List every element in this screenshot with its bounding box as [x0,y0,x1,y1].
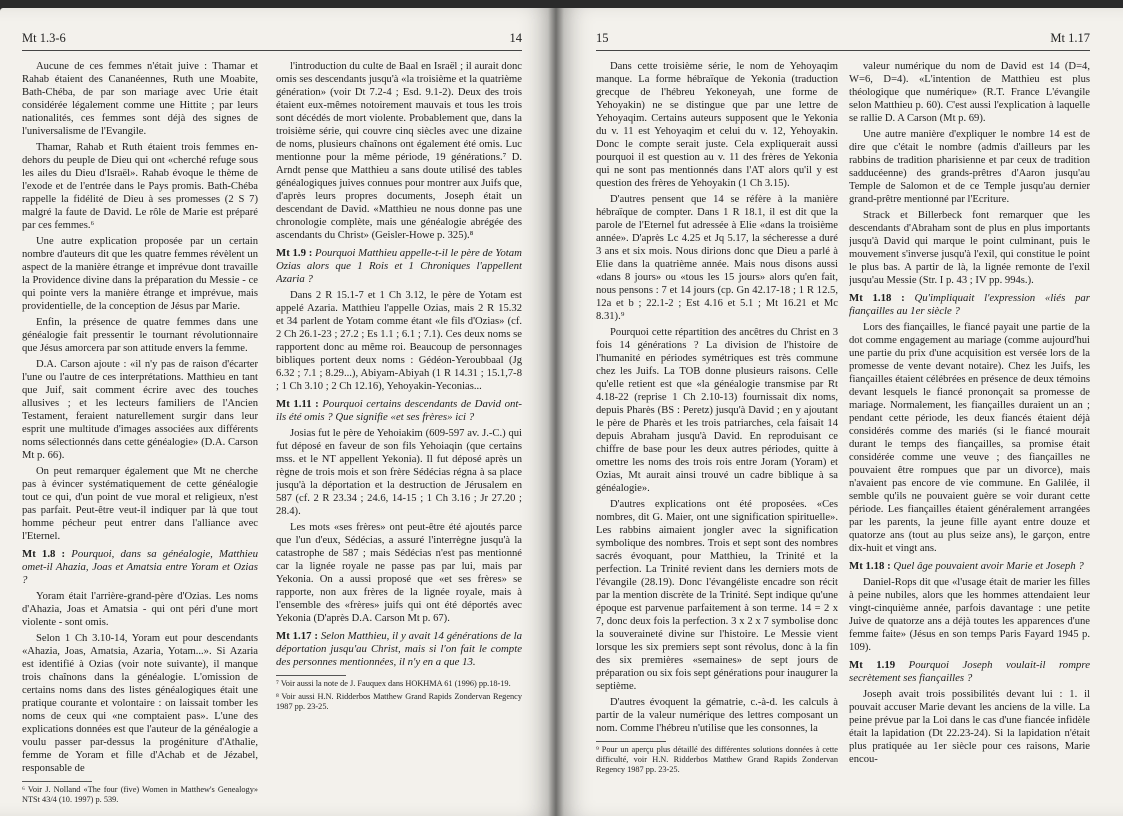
question-heading [276,247,522,286]
paragraph: D.A. Carson ajoute : «il n'y pas de raison d'écarter l'une ou l'autre de ces interprétations. Matthieu en tant que Juif, sait comment écrire avec des touches allusives ; et les lecteurs familiers de l'Ancien Testament, feraient naturellement surgir dans leur esprit une multitude d'images associées aux différents noms sélectionnés dans cette généalogie» (D.A. Carson Mt p. 66). [22,359,258,461]
question-text: Pourquoi certains descendants de David ont-ils été omis ? Que signifie «et ses frères» ici ? [276,398,522,423]
footnote-rule [276,675,346,676]
right-page-number: 15 [596,31,609,45]
paragraph: Joseph avait trois possibilités devant lui : 1. il pouvait accuser Marie devant les anciens de la ville. La peine prévue par la Loi dans le cas d'une fiancée infidèle était la lapidation (Dt 22.23-24). Si la lapidation n'était plus pratiquée au 1er siècle pour ces raisons, Marie encou- [849,689,1090,765]
verse-ref: Mt 1.18 : [849,560,891,572]
question-heading [849,292,1090,318]
left-head-rule [22,50,522,51]
question-heading [849,659,1090,685]
question-heading [276,398,522,424]
paragraph: D'autres évoquent la gématrie, c.-à-d. les calculs à partir de la valeur numérique des lettres composant un nom. Comme l'hébreu n'utilise que les consonnes, la [596,697,838,734]
question-text: Pourquoi Joseph voulait-il rompre secrètement ses fiançailles ? [849,659,1090,684]
verse-ref: Mt 1.11 : [276,398,319,410]
paragraph: Dans cette troisième série, le nom de Yehoyaqim manque. La forme hébraïque de Yekonia (traduction grecque de l'hébreu Yekoneyah, une forme de Yehoyakin) ne se distingue que par une lettre de Yehoyaqim. Certains auteurs supposent que le Yekonia du v. 11 est Yehoyaqim et celui du v. 12, Yehoyakin. Donc le compte serait juste. Cela expliquerait aussi pourquoi il est question au v. 11 des frères de Yekonia qui ne sont pas mentionnés dans l'AT alors qu'il y est question des frères de Yehoyakin (1 Ch 3.15). [596,61,838,189]
footnote-rule [596,741,666,742]
question-text: Pourquoi, dans sa généalogie, Matthieu omet-il Ahazia, Joas et Amatsia entre Yoram et Ozias ? [22,548,258,586]
verse-ref: Mt 1.8 : [22,548,66,560]
column-3 [596,60,838,810]
footnote: ⁸ Voir aussi H.N. Ridderbos Matthew Grand Rapids Zondervan Regency 1987 pp. 23-25. [276,692,522,711]
paragraph: Yoram était l'arrière-grand-père d'Ozias. Les noms d'Ahazia, Joas et Amatsia - qui ont péri d'une mort violente - sont omis. [22,591,258,628]
paragraph: Pourquoi cette répartition des ancêtres du Christ en 3 fois 14 générations ? La division de l'histoire de l'humanité en périodes symétriques est très commune chez les Juifs. La TOB donne plusieurs raisons. Celle qu'elle retient est que «la généalogie transmise par Rt 4.18-22 (reprise 1 Ch 2.10-13) fournissait dix noms, depuis Pharès (BS : Peretz) jusqu'à David ; en y ajoutant le père de Pharès et les trois patriarches, cela faisait 14 depuis Abraham jusqu'à David. En reproduisant ce chiffre de base pour les deux autres périodes, quitte à omettre les noms des trois rois entre Joram (Yoram) et Ozias, Mt aurait ainsi trouvé un cadre biblique à sa généalogie». [596,327,838,494]
column-4 [849,60,1090,810]
paragraph: Enfin, la présence de quatre femmes dans une généalogie fait pressentir le tournant révolutionnaire que Jésus amorcera par son attitude envers la femme. [22,317,258,354]
verse-ref: Mt 1.19 [849,659,896,671]
paragraph: Strack et Billerbeck font remarquer que les descendants d'Abraham sont de plus en plus importants jusqu'à David qui marque le point culminant, puis le mouvement s'inverse jusqu'à l'exil, qui constitue le point le plus bas. A partir de là, la lignée remonte de l'exil jusqu'au Messie (Str. I p. 43 ; IV pp. 994s.). [849,210,1090,286]
paragraph: Lors des fiançailles, le fiancé payait une partie de la dot comme engagement au mariage (comme aujourd'hui une partie du prix d'une acquisition est versée lors de la promesse de vente devant notaire). Chez les Juifs, les fiançailles étaient célébrées en présence de deux témoins devant lesquels le fiancé prononçait sa promesse de mariage. Normalement, les fiançailles duraient un an ; pendant cette période, les deux fiancés étaient déjà considérés comme des mariés (si le fiancé mourait durant le temps des fiançailles, sa promise était considérée comme une veuve ; des fiançailles ne pouvaient être rompues que par un divorce), mais n'avaient pas encore de vie commune. En Galilée, il semble qu'ils ne pouvaient guère se voir durant cette période. Les fiançailles étaient généralement arrangées par les parents, la jeune fille ayant entre douze et quatorze ans (tout au plus seize ans), le garçon, entre dix-huit et vingt ans. [849,322,1090,554]
paragraph: Daniel-Rops dit que «l'usage était de marier les filles à peine nubiles, alors que les hommes attendaient leur vingt-cinquième année, parfois davantage : une petite Juive de quatorze ans a déjà toutes les apparences d'une femme faite» (Jésus en son temps Paris Fayard 1945 p. 109). [849,577,1090,653]
paragraph: D'autres explications ont été proposées. «Ces nombres, dit G. Maier, ont une signification spirituelle». Les rabbins aimaient jongler avec la signification symbolique des nombres. Trois et sept sont des nombres sacrés évoquant, pour Matthieu, la Trinité et la perfection. La Trinité revient dans les derniers mots de l'évangile (28.19). Donc l'évangéliste encadre son récit par la mention discrète de la Trinité. Sept indique qu'une époque est parvenue parfaitement à son terme. 14 = 2 x 7, donc deux fois la perfection. 3 x 2 x 7 symbolise donc la souveraineté divine sur l'histoire. Le Messie vient lorsque les six premiers sept sont révolus, donc à la fin des six premières «semaines» de sept jours de préparation ou six fois sept générations pour inaugurer la septième. [596,499,838,692]
paragraph: l'introduction du culte de Baal en Israël ; il aurait donc omis ses descendants jusqu'à «la troisième et la quatrième génération» (voir Dt 7.2-4 ; Esd. 9.1-2). Deux des trois étaient eux-mêmes notoirement mauvais et tous les trois sont décédés de mort violente. Probablement que, dans la troisième série, qui couvre cinq siècles avec une dizaine de noms, plusieurs chaînons ont également été omis. Luc mentionne pour la même période, 19 générations.⁷ D. Arndt pense que Matthieu a sans doute utilisé des tables généalogiques juives connues pour montrer aux Juifs que, d'après leurs propres documents, Joseph était un descendant de David. «Matthieu ne nous donne pas une chronologie complète, mais une généalogie abrégée des ascendants du Christ» (Geisler-Howe p. 325).⁸ [276,61,522,241]
book-gutter [548,8,564,816]
paragraph: valeur numérique du nom de David est 14 (D=4, W=6, D=4). «L'intention de Matthieu est plus théologique que numérique» (R.T. France L'évangile selon Matthieu p. 60). C'est aussi l'explication à laquelle se rallie D. A Carson (Mt p. 69). [849,61,1090,124]
footnote: ⁶ Voir J. Nolland «The four (five) Women in Matthew's Genealogy» NTSt 43/4 (10. 1997) p. 539. [22,785,258,804]
question-heading [849,560,1090,573]
paragraph: Thamar, Rahab et Ruth étaient trois femmes en-dehors du peuple de Dieu qui ont «cherché refuge sous les ailes du Dieu d'Israël». Rahab évoque le thème de l'exode et de l'entrée dans le Pays promis. Bath-Chéba rappelle la fidélité de Dieu à ses promesses (2 S 7) malgré la faute de David. Le rôle de Marie est préparé par ces femmes.⁶ [22,142,258,231]
question-heading [276,630,522,669]
right-head-rule [596,50,1090,51]
paragraph: Dans 2 R 15.1-7 et 1 Ch 3.12, le père de Yotam est appelé Azaria. Matthieu l'appelle Ozias, mais 2 R 15.32 et 34 parlent de Yotam comme étant «le fils d'Ozias» (cf. 2 Ch 26.1-23 ; 27.2 ; Es 1.1 ; 6.1 ; 7.1). Ces deux noms se rapportent donc au même roi. Beaucoup de personnages bibliques portent deux noms : Gédéon-Yeroubbaal (Jg 6.32 ; 7.1 ; 8.29...), Abiyam-Abiyah (1 R 14.31 ; 15.1,7-8 ; 1 Ch 3.10 ; 2 Ch 12.16), Yehoyakin-Yeconias... [276,290,522,392]
paragraph: Aucune de ces femmes n'était juive : Thamar et Rahab étaient des Cananéennes, Ruth une Moabite, Bath-Chéba, de par son mariage avec Urie était considérée légalement comme une Hittite ; par leurs nationalités, ces femmes sont déjà des signes de l'universalisme de l'Evangile. [22,61,258,137]
right-running-title: Mt 1.17 [1050,31,1090,45]
left-page-number: 14 [509,31,522,45]
question-heading [22,548,258,587]
question-text: Pourquoi Matthieu appelle-t-il le père de Yotam Ozias alors que 1 Rois et 1 Chroniques l'appellent Azaria ? [276,247,522,285]
verse-ref: Mt 1.17 : [276,630,318,642]
paragraph: Une autre explication proposée par un certain nombre d'auteurs dit que les quatre femmes révèlent un aspect de la manière étrange et imprévue dont travaille la Providence divine dans la préparation du Messie - ce qui pointe vers la manière étrange et imprévue, mais providentielle, de la conception de Jésus par Marie. [22,236,258,312]
verse-ref: Mt 1.9 : [276,247,313,259]
verse-ref: Mt 1.18 : [849,292,905,304]
left-running-title: Mt 1.3-6 [22,31,66,45]
left-running-head [22,31,522,49]
footnote: ⁷ Voir aussi la note de J. Fauquex dans HOKHMA 61 (1996) pp.18-19. [276,679,511,688]
question-text: Selon Matthieu, il y avait 14 générations de la déportation jusqu'au Christ, mais si l'on fait le compte des personnes mentionnées, il n'y en a que 13. [276,630,522,668]
question-text: Qu'impliquait l'expression «liés par fiançailles au 1er siècle ? [849,292,1090,317]
paragraph: Une autre manière d'expliquer le nombre 14 est de dire que c'était le nombre (admis d'ailleurs par les rabbins de tradition pharisienne et par ceux de tradition sadducéenne) des grands-prêtres d'Aaron jusqu'au Temple de Salomon et de ce Temple jusqu'au dernier grand-prêtre mentionné par l'Ecriture. [849,129,1090,205]
footnote-rule [22,781,92,782]
paragraph: Les mots «ses frères» ont peut-être été ajoutés parce que l'un d'eux, Sédécias, a assuré l'interrègne jusqu'à la catastrophe de 587 ; mais Sédécias n'est pas mentionné car la lignée royale ne passe pas par lui, mais par Yekonia. On a aussi proposé que «et ses frères» se rapporte, non aux frères de la lignée royale, mais à l'ensemble des «frères» juifs qui ont été déportés avec Yekonia (D'après D.A. Carson Mt p. 67). [276,522,522,624]
paragraph: On peut remarquer également que Mt ne cherche pas à évincer systématiquement de cette généalogie tout ce qui, d'un point de vue moral et religieux, n'est pas parfait. Peut-être veut-il indiquer par là que tout homme pécheur peut entrer dans l'alliance avec l'Eternel. [22,466,258,542]
column-1 [22,60,258,810]
paragraph: Selon 1 Ch 3.10-14, Yoram eut pour descendants «Ahazia, Joas, Amatsia, Azaria, Yotam...». Si Azaria est identifié à Ozias (voir note suivante), il manque trois chaînons dans la généalogie. L'omission de certains noms dans des listes généalogiques était une pratique courante et volontaire : on laissait tomber les noms de ceux qui «ne comptaient pas». L'une des explications données est que l'auteur de la généalogie a voulu passer par-dessus la progéniture d'Athalie, femme de Yoram et fille d'Achab et de Jézabel, responsable de [22,633,258,774]
right-running-head [596,31,1090,49]
paragraph: Josias fut le père de Yehoiakim (609-597 av. J.-C.) qui fut déposé en faveur de son fils Yehoiaqin (que certains mss. et le NT appellent Yekonia). Il fut déposé après un règne de trois mois et son frère Sédécias régna à sa place jusqu'à la déportation et la destruction de Jérusalem en 587 (cf. 2 R 23.34 ; 24.6, 14-15 ; 1 Ch 3.16 ; Jr 27.20 ; 28.4). [276,428,522,517]
question-text: Quel âge pouvaient avoir Marie et Joseph ? [893,560,1084,572]
column-2 [276,60,522,810]
paragraph: D'autres pensent que 14 se réfère à la manière hébraïque de compter. Dans 1 R 18.1, il est dit que la parole de l'Eternel fut adressée à Elie «dans la troisième année». D'après Lc 4.25 et Jq 5.17, la sécheresse a duré 3 ans et six mois. Nous dirions donc que Dieu a parlé à Elie dans la quatrième année. Mais nous disons aussi «dans 8 jours» ou «tous les 15 jours» alors qu'en fait, nous pensons : 7 et 14 jours (cp. Gn 42.17-18 ; 1 R 12.5, 12a et b ; 22.1-2 ; Est 4.16 et 5.1 ; Mt 16.21 et Mc 8.31).⁹ [596,194,838,322]
footnote: ⁹ Pour un aperçu plus détaillé des différentes solutions données à cette difficulté, voir H.N. Ridderbos Matthew Grand Rapids Zondervan Regency 1987 pp. 23-25. [596,745,838,774]
